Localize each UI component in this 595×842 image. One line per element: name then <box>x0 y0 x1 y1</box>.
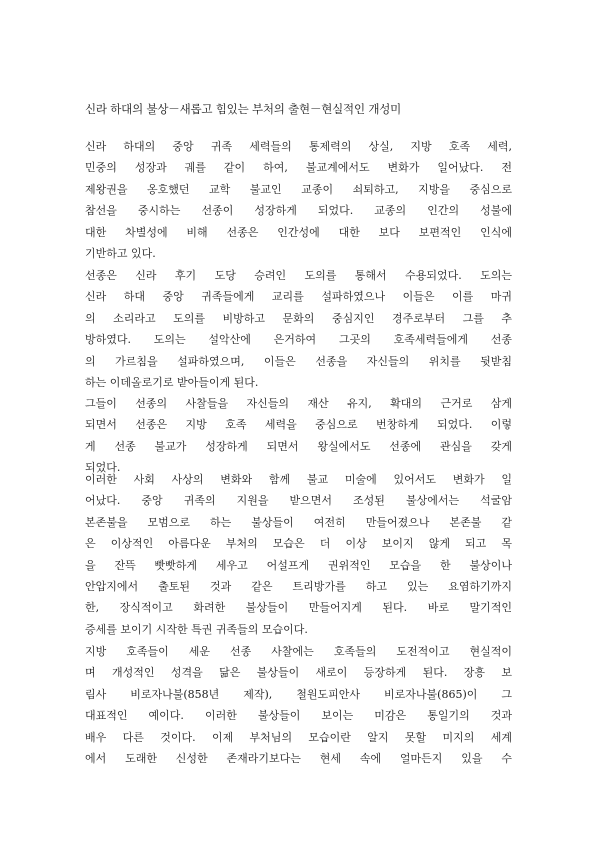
paragraph-line: 지방 호족들이 세운 선종 사찰에는 호족들의 도전적이고 현실적이 <box>85 645 512 658</box>
paragraph-line: 은 이상적인 아름다운 부처의 모습은 더 이상 보이지 않게 되고 목 <box>85 537 512 551</box>
paragraph-line: 선종은 신라 후기 도당 승려인 도의를 통해서 수용되었다. 도의는 <box>85 269 512 282</box>
paragraph-4 <box>85 469 512 640</box>
paragraph-line: 의 가르침을 설파하였으며, 이들은 선종을 자신들의 위치를 뒷받침 <box>85 354 512 368</box>
paragraph-1 <box>85 136 512 264</box>
paragraph-line: 하는 이데올로기로 받아들이게 된다. <box>85 375 259 389</box>
paragraph-line: 안압지에서 출토된 것과 같은 트리방가를 하고 있는 요염하기까지 <box>85 579 512 593</box>
paragraph-line: 배우 다른 것이다. 이제 부처님의 모습이란 알지 못할 미지의 세계 <box>85 730 512 744</box>
paragraph-line: 본존불을 모범으로 하는 불상들이 여전히 만들어졌으나 본존불 같 <box>85 515 512 529</box>
paragraph-line: 참선을 중시하는 선종이 성장하게 되었다. 교종의 인간의 성불에 <box>85 204 512 218</box>
paragraph-line: 어났다. 중앙 귀족의 지원을 받으면서 조성된 불상에서는 석굴암 <box>85 494 512 508</box>
paragraph-line: 림사 비로자나불(858년 제작), 철원도피안사 비로자나불(865)이 그 <box>85 687 512 701</box>
paragraph-line: 을 잔뜩 빳빳하게 세우고 어설프게 권위적인 모습을 한 불상이나 <box>85 558 512 572</box>
paragraph-line: 방하였다. 도의는 설악산에 은거하여 그곳의 호족세력들에게 선종 <box>85 333 512 347</box>
paragraph-line: 제왕권을 옹호했던 교학 불교인 교종이 쇠퇴하고, 지방을 중심으로 <box>85 182 512 196</box>
paragraph-3 <box>85 393 512 479</box>
document-title: 신라 하대의 불상－새롭고 힘있는 부처의 출현－현실적인 개성미 <box>85 102 402 116</box>
paragraph-line: 한, 장식적이고 화려한 불상들이 만들어지게 된다. 바로 말기적인 <box>85 601 512 615</box>
paragraph-line: 에서 도래한 신성한 존재라기보다는 현세 속에 얼마든지 있을 수 <box>85 751 512 765</box>
paragraph-line: 신라 하대 중앙 귀족들에게 교리를 설파하였으나 이들은 이를 마귀 <box>85 290 512 304</box>
paragraph-line: 며 개성적인 성격을 닮은 불상들이 새로이 등장하게 된다. 장흥 보 <box>85 666 512 680</box>
paragraph-line: 되었다. <box>85 461 121 475</box>
paragraph-line: 증세를 보이기 시작한 특권 귀족들의 모습이다. <box>85 622 308 636</box>
paragraph-line: 이러한 사회 사상의 변화와 함께 불교 미술에 있어서도 변화가 일 <box>85 473 512 486</box>
paragraph-line: 대표적인 예이다. 이러한 불상들이 보이는 미감은 통일기의 것과 <box>85 709 512 723</box>
paragraph-line: 그들이 선종의 사찰들을 자신들의 재산 유지, 확대의 근거로 삼게 <box>85 397 512 410</box>
paragraph-line: 신라 하대의 중앙 귀족 세력들의 통제력의 상실, 지방 호족 세력, <box>85 140 512 153</box>
paragraph-line: 민중의 성장과 궤를 같이 하여, 불교계에서도 변화가 일어났다. 전 <box>85 161 512 175</box>
paragraph-line: 기반하고 있다. <box>85 246 156 260</box>
paragraph-line: 게 선종 불교가 성장하게 되면서 왕실에서도 선종에 관심을 갖게 <box>85 439 512 453</box>
paragraph-line: 대한 차별성에 비해 선종은 인간성에 대한 보다 보편적인 인식에 <box>85 225 512 239</box>
paragraph-line: 되면서 선종은 지방 호족 세력을 중심으로 번창하게 되었다. 이렇 <box>85 418 512 432</box>
paragraph-2 <box>85 265 512 393</box>
paragraph-line: 의 소리라고 도의를 비방하고 문화의 중심지인 경주로부터 그를 추 <box>85 311 512 325</box>
paragraph-5 <box>85 641 512 769</box>
